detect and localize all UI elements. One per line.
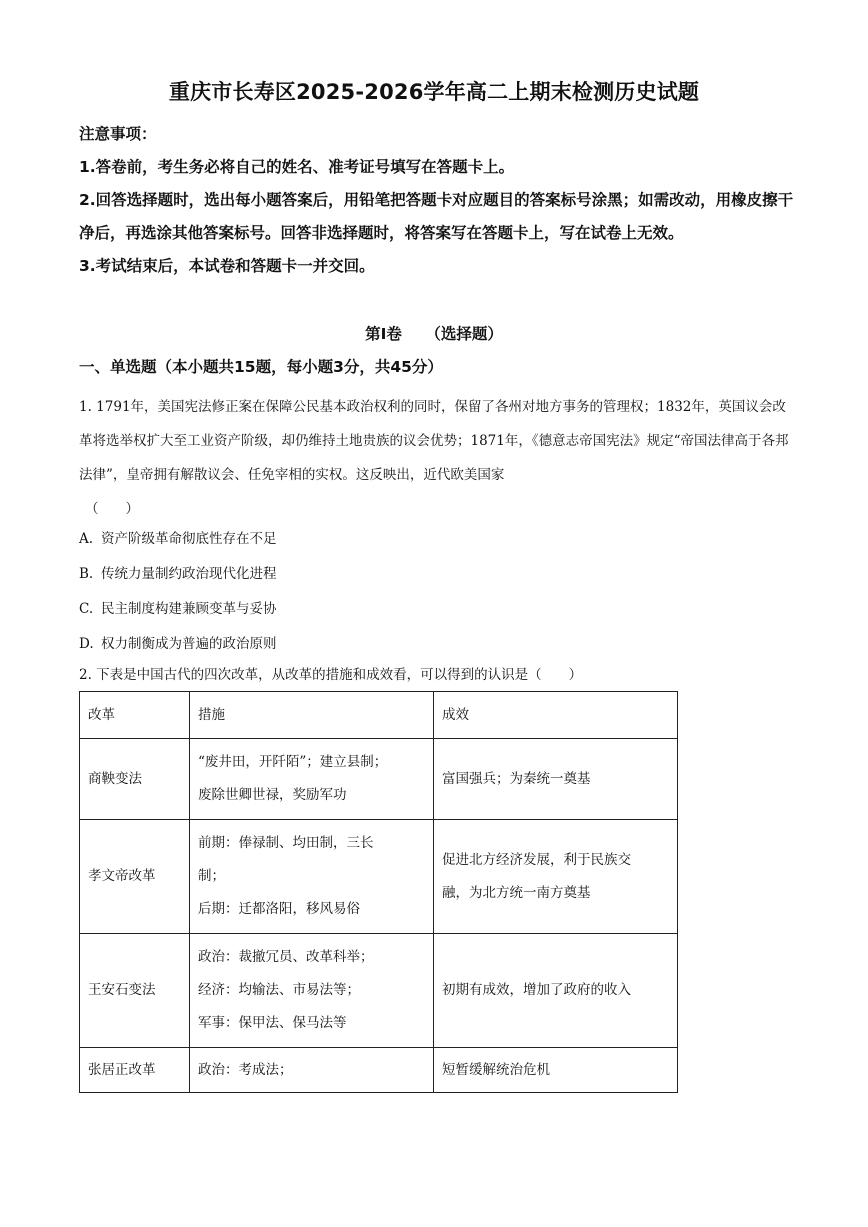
option-letter: C. — [79, 601, 94, 617]
effect-line: 促进北方经济发展，利于民族交 — [442, 851, 631, 868]
question-1-answer-paren: （ ） — [85, 501, 139, 517]
reform-effects — [434, 739, 678, 820]
table-row — [80, 1048, 678, 1093]
reform-measures — [190, 820, 434, 934]
question-1-text: 1. 1791年，美国宪法修正案在保障公民基本政治权利的同时，保留了各州对地方事务的管理权；1832年，英国议会改革将选举权扩大至工业资产阶级，却仍维持土地贵族的议会优势；1871年，《德意志帝国宪法》规定“帝国法律高于各邦法律”，皇帝拥有解散议会、任免宰相的实权。这反映出，近代欧美国家 — [79, 399, 789, 483]
measure-line: 政治：裁撤冗员、改革科举； — [198, 949, 374, 965]
reform-measures — [190, 1048, 434, 1093]
effect-line: 富国强兵；为秦统一奠基 — [442, 770, 591, 787]
reform-name: 王安石变法 — [80, 934, 190, 1048]
reform-measures — [190, 934, 434, 1048]
measure-line: 前期：俸禄制、均田制，三长 — [198, 835, 374, 851]
table-row — [80, 820, 678, 934]
reform-measures — [190, 739, 434, 820]
notes-item-3: 3.考试结束后，本试卷和答题卡一并交回。 — [79, 257, 375, 275]
measure-line: 后期：迁都洛阳，移风易俗 — [198, 901, 360, 917]
effect-line: 短暂缓解统治危机 — [442, 1061, 550, 1078]
reform-effects — [434, 934, 678, 1048]
section-title: 第Ⅰ卷 （选择题） — [365, 325, 503, 343]
notes-heading: 注意事项： — [79, 125, 157, 143]
table-row — [80, 739, 678, 820]
measure-line: 经济：均输法、市易法等； — [198, 982, 360, 998]
option-a[interactable] — [79, 522, 277, 557]
option-letter: A. — [79, 531, 94, 547]
effect-line: 初期有成效，增加了政府的收入 — [442, 982, 631, 998]
reform-name: 孝文帝改革 — [80, 820, 190, 934]
table-header-effects: 成效 — [434, 692, 678, 739]
option-b[interactable] — [79, 557, 277, 592]
option-d[interactable] — [79, 627, 277, 662]
option-text: 权力制衡成为普遍的政治原则 — [101, 636, 277, 652]
question-2-text: 2. 下表是中国古代的四次改革，从改革的措施和成效看，可以得到的认识是（ ） — [79, 667, 583, 683]
reform-effects — [434, 1048, 678, 1093]
notes-item-2: 2.回答选择题时，选出每小题答案后，用铅笔把答题卡对应题目的答案标号涂黑；如需改动，用橡皮擦干净后，再选涂其他答案标号。回答非选择题时，将答案写在答题卡上，写在试卷上无效。 — [79, 191, 794, 242]
option-letter: D. — [79, 636, 94, 652]
notes-item-1: 1.答卷前，考生务必将自己的姓名、准考证号填写在答题卡上。 — [79, 158, 515, 176]
option-text: 民主制度构建兼顾变革与妥协 — [101, 601, 277, 617]
measure-line: 政治：考成法； — [198, 1061, 293, 1078]
effect-line: 融，为北方统一南方奠基 — [442, 884, 591, 901]
notes-block — [79, 118, 803, 283]
option-text: 传统力量制约政治现代化进程 — [101, 566, 277, 582]
exam-title: 重庆市长寿区2025-2026学年高二上期末检测历史试题 — [168, 80, 700, 104]
measure-line: 制； — [198, 868, 225, 884]
measure-line: 废除世卿世禄，奖励军功 — [198, 787, 347, 803]
question-1 — [79, 390, 791, 526]
option-letter: B. — [79, 566, 94, 582]
reform-name: 商鞅变法 — [80, 739, 190, 820]
table-row — [80, 934, 678, 1048]
table-header-row — [80, 692, 678, 739]
table-header-reform: 改革 — [80, 692, 190, 739]
reform-effects — [434, 820, 678, 934]
option-text: 资产阶级革命彻底性存在不足 — [101, 531, 277, 547]
reform-table — [79, 691, 678, 1093]
measure-line: “废井田，开阡陌”；建立县制； — [198, 754, 388, 770]
measure-line: 军事：保甲法、保马法等 — [198, 1015, 347, 1031]
table-header-measures: 措施 — [190, 692, 434, 739]
reform-name: 张居正改革 — [80, 1048, 190, 1093]
part-title: 一、单选题（本小题共15题，每小题3分，共45分） — [79, 358, 443, 376]
option-c[interactable] — [79, 592, 277, 627]
question-1-options — [79, 522, 277, 662]
